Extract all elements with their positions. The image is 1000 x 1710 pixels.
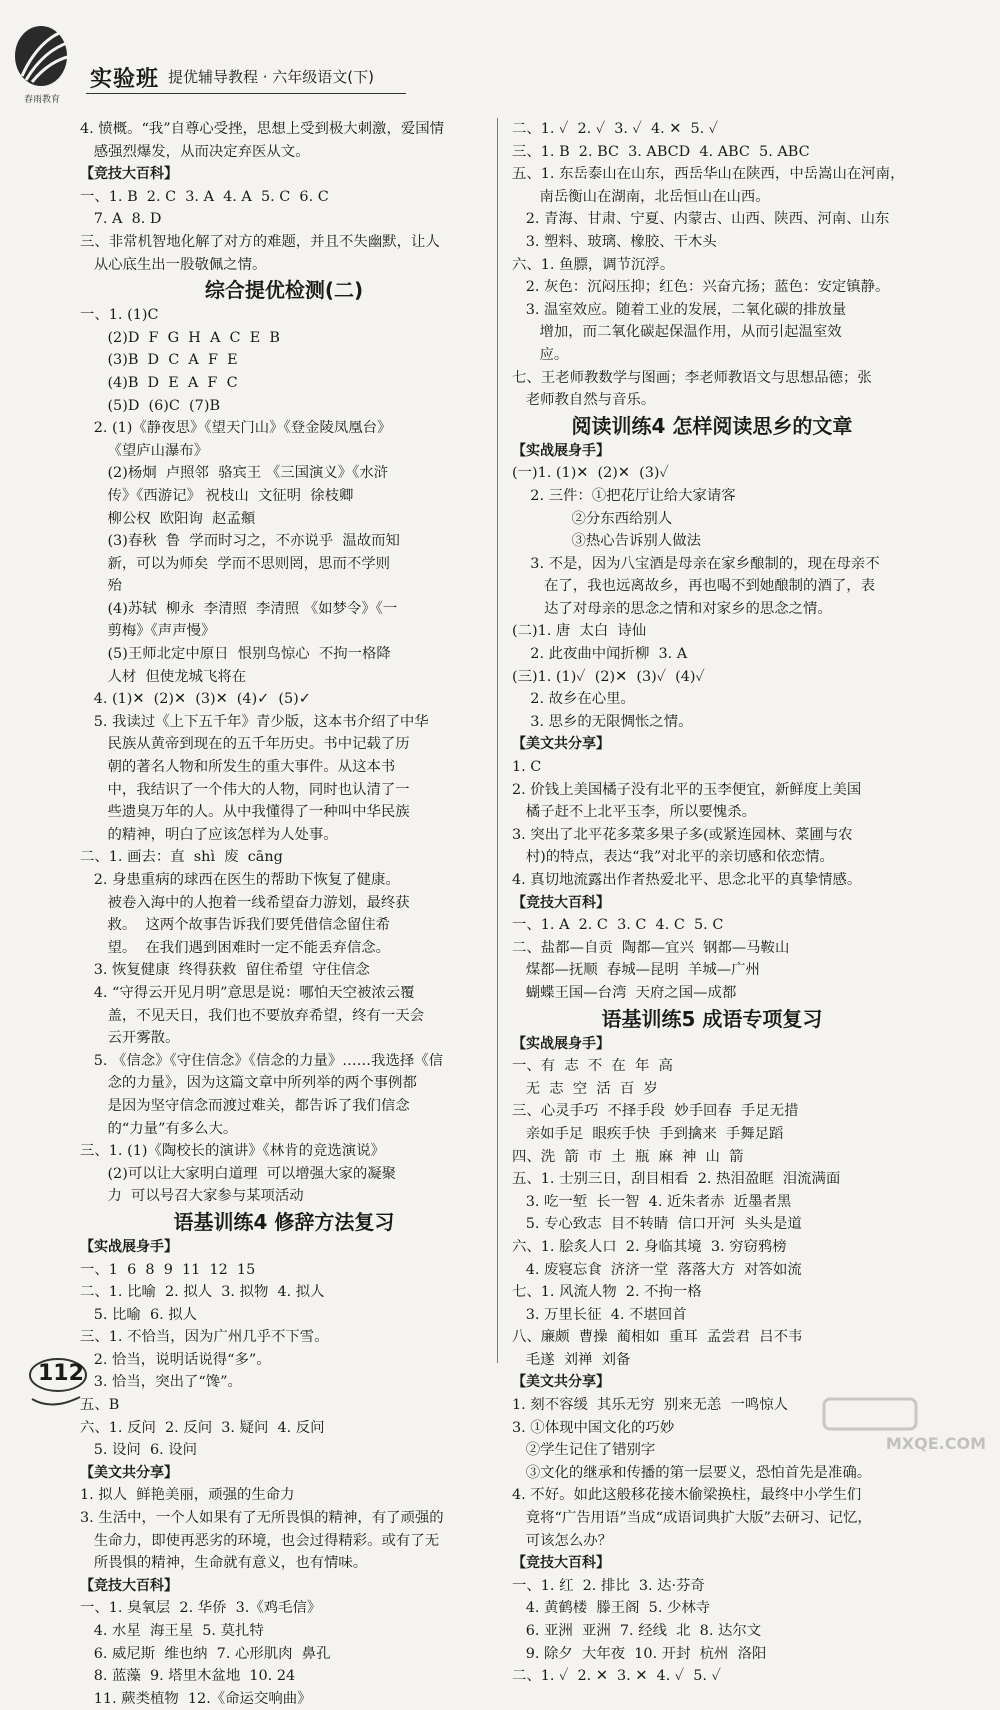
page-number-badge [22, 1355, 92, 1415]
answer-line: (5)王师北定中原日 恨别鸟惊心 不拘一格降 [80, 646, 391, 663]
answer-line: 五、1. 东岳泰山在山东，西岳华山在陕西，中岳嵩山在河南， [512, 166, 905, 183]
answer-line: 2. 故乡在心里。 [512, 691, 635, 708]
answer-line: (3)春秋 鲁 学而时习之，不亦说乎 温故而知 [80, 533, 400, 550]
answer-line: 一、有 志 不 在 年 高 [512, 1058, 673, 1075]
answer-line: 三、1. B 2. BC 3. ABCD 4. ABC 5. ABC [512, 143, 810, 160]
answer-line: 可该怎么办？ [512, 1532, 613, 1549]
answer-line: 橘子赶不上北平玉李，所以要愧杀。 [512, 804, 756, 821]
answer-line: 2. 身患重病的球西在医生的帮助下恢复了健康。 [80, 872, 400, 888]
logo-icon [8, 20, 78, 106]
answer-line: 二、1. 比喻 2. 拟人 3. 拟物 4. 拟人 [80, 1284, 325, 1301]
answer-line: 4. 不好。如此这般移花接木偷梁换柱，最终中小学生们 [512, 1487, 862, 1504]
answer-line: 2. 此夜曲中闻折柳 3. A [512, 646, 688, 663]
logo-caption: 春雨教育 [23, 95, 61, 105]
answer-line: 在了，我也远离故乡，再也喝不到她酿制的酒了，表 [512, 578, 876, 595]
answer-line: ③热心告诉别人做法 [512, 533, 701, 550]
answer-line: 7. A 8. D [80, 211, 162, 228]
answer-line: 的精神，明白了应该怎样为人处事。 [80, 826, 338, 843]
answer-line: 3. 吃一堑 长一智 4. 近朱者赤 近墨者黑 [512, 1193, 792, 1210]
answer-line: 《望庐山瀑布》 [80, 442, 209, 459]
answer-line: 一、1. (1)C [80, 307, 159, 324]
answer-line: 中，我结识了一个伟大的人物，同时也认清了一 [80, 781, 410, 798]
section-subheading: 【竞技大百科】 [512, 1555, 610, 1572]
answer-line: 毛遂 刘禅 刘备 [512, 1351, 631, 1368]
answer-line: 七、王老师教数学与图画；李老师教语文与思想品德；张 [512, 369, 872, 386]
answer-line: 柳公权 欧阳询 赵孟頫 [80, 510, 256, 527]
answer-line: 3. 突出了北平花多菜多果子多(或紧连园林、菜圃与农 [512, 826, 853, 843]
answer-line: 的“力量”有多么大。 [80, 1120, 238, 1137]
answer-line: ③文化的继承和传播的第一层要义，恐怕首先是准确。 [512, 1464, 872, 1481]
book-subtitle: 提优辅导教程 · 六年级语文(下) [168, 68, 375, 86]
answer-line: 三、心灵手巧 不择手段 妙手回春 手足无措 [512, 1103, 799, 1120]
answer-line: 2. 价钱上美国橘子没有北平的玉李便宜，新鲜度上美国 [512, 781, 862, 798]
answer-line: (4)B D E A F C [80, 374, 238, 391]
answer-line: 二、1. ✓ 2. ✓ 3. ✓ 4. ✕ 5. ✓ [512, 121, 719, 137]
answer-line: 二、1. 画去：直 shì 废 cāng [80, 849, 283, 866]
answer-line: 增加，而二氧化碳起保温作用，从而引起温室效 [512, 324, 842, 341]
answer-line: 云开雾散。 [80, 1030, 180, 1047]
answer-line: 望。 在我们遇到困难时一定不能丢弃信念。 [80, 939, 391, 956]
answer-line: 六、1. 反问 2. 反问 3. 疑问 4. 反问 [80, 1419, 325, 1436]
answer-line: (2)可以让大家明白道理 可以增强大家的凝聚 [80, 1165, 397, 1182]
answer-line: 感强烈爆发，从而决定弃医从文。 [80, 143, 310, 160]
answer-line: 剪梅》《声声慢》 [80, 623, 216, 640]
answer-line: 达了对母亲的思念之情和对家乡的思念之情。 [512, 600, 832, 617]
answer-line: 南岳衡山在湖南，北岳恒山在山西。 [512, 188, 770, 205]
column-divider [497, 118, 498, 1363]
answer-line: 盖，不见天日，我们也不要放弃希望，终有一天会 [80, 1007, 425, 1024]
answer-line: 些遗臭万年的人。从中我懂得了一种叫中华民族 [80, 804, 410, 821]
answer-line: 5. 专心致志 目不转睛 信口开河 头头是道 [512, 1216, 802, 1233]
answer-line: 一、1. 臭氧层 2. 华侨 3.《鸡毛信》 [80, 1600, 322, 1617]
answer-line: (2)杨炯 卢照邻 骆宾王 《三国演义》《水浒 [80, 465, 389, 482]
answer-line: (2)D F G H A C E B [80, 329, 280, 346]
answer-line: 4. “守得云开见月明”意思是说：哪怕天空被浓云覆 [80, 984, 415, 1001]
answer-line: (三)1. (1)✓ (2)✕ (3)✓ (4)✓ [512, 668, 705, 685]
section-subheading: 【实战展身手】 [80, 1238, 178, 1255]
answer-line: 三、1. (1)《陶校长的演讲》《林肯的竞选演说》 [80, 1143, 385, 1160]
answer-line: 5. 《信念》《守住信念》《信念的力量》……我选择《信 [80, 1052, 444, 1069]
watermark-logo-icon [820, 1395, 920, 1435]
answer-line: 3. 不是，因为八宝酒是母亲在家乡酿制的，现在母亲不 [512, 555, 880, 572]
watermark-text: MXQE.COM [885, 1434, 986, 1453]
answer-line: 生命力，即使再恶劣的环境，也会过得精彩。或有了无 [80, 1532, 440, 1549]
answer-line: 民族从黄帝到现在的五千年历史。书中记载了历 [80, 736, 410, 753]
section-title: 语基训练5 成语专项复习 [601, 1006, 823, 1031]
answer-line: 八、廉颇 曹操 蔺相如 重耳 孟尝君 吕不韦 [512, 1329, 803, 1346]
section-subheading: 【竞技大百科】 [80, 166, 178, 183]
answer-line: 3. 塑料、玻璃、橡胶、干木头 [512, 233, 717, 250]
answer-line: 救。 这两个故事告诉我们要凭借信念留住希 [80, 917, 391, 934]
answer-line: 4. (1)✕ (2)✕ (3)✕ (4)✓ (5)✓ [80, 691, 311, 708]
answer-line: 3. ①体现中国文化的巧妙 [512, 1419, 675, 1436]
answer-line: 竟将“广告用语”当成“成语词典扩大版”去研习、记忆， [512, 1510, 872, 1527]
answer-line: 力 可以号召大家参与某项活动 [80, 1188, 304, 1205]
answer-line: 1. 刻不容缓 其乐无穷 别来无恙 一鸣惊人 [512, 1397, 789, 1414]
answer-line: (二)1. 唐 太白 诗仙 [512, 623, 647, 640]
answer-line: 蝴蝶王国—台湾 天府之国—成都 [512, 984, 737, 1001]
header-divider [86, 93, 406, 94]
answer-line: 一、1. B 2. C 3. A 4. A 5. C 6. C [80, 188, 329, 205]
answer-line: 一、1 6 8 9 11 12 15 [80, 1261, 256, 1278]
answer-line: ②学生记住了错别字 [512, 1442, 656, 1459]
answer-line: (3)B D C A F E [80, 352, 238, 369]
answer-line: 一、1. 红 2. 排比 3. 达·芬奇 [512, 1577, 705, 1594]
section-subheading: 【美文共分享】 [80, 1464, 178, 1481]
answer-line: 被卷入海中的人抱着一线希望奋力游划，最终获 [80, 894, 410, 911]
answer-line: 二、盐都—自贡 陶都—宜兴 钢都—马鞍山 [512, 939, 790, 956]
answer-line: 人材 但使龙城飞将在 [80, 668, 247, 685]
answer-line: 2. 灰色：沉闷压抑；红色：兴奋亢扬；蓝色：安定镇静。 [512, 279, 890, 296]
answer-line: 3. 恰当，突出了“馋”。 [80, 1374, 242, 1391]
answer-line: 所畏惧的精神，生命就有意义，也有情味。 [80, 1555, 368, 1572]
section-subheading: 【竞技大百科】 [80, 1577, 178, 1594]
answer-line: 2. 三件：①把花厅让给大家请客 [512, 487, 736, 504]
section-subheading: 【美文共分享】 [512, 736, 610, 753]
answer-line: 五、1. 士别三日，刮目相看 2. 热泪盈眶 泪流满面 [512, 1171, 841, 1188]
answer-line: 11. 蕨类植物 12.《命运交响曲》 [80, 1690, 312, 1707]
answer-line: 朝的著名人物和所发生的重大事件。从这本书 [80, 759, 396, 776]
section-subheading: 【竞技大百科】 [512, 894, 610, 911]
answer-line: 二、1. ✓ 2. ✕ 3. ✕ 4. ✓ 5. ✓ [512, 1668, 721, 1685]
answer-line: 六、1. 鱼膘，调节沉浮。 [512, 256, 675, 273]
answer-line: 5. 我读过《上下五千年》青少版，这本书介绍了中华 [80, 713, 429, 730]
answer-line: 五、B [80, 1397, 120, 1414]
answer-line: 6. 威尼斯 维也纳 7. 心形肌肉 鼻孔 [80, 1645, 331, 1662]
answer-line: 应。 [512, 346, 569, 363]
answer-line: 6. 亚洲 亚洲 7. 经线 北 8. 达尔文 [512, 1623, 762, 1639]
answer-line: 四、洗 箭 市 土 瓶 麻 神 山 箭 [512, 1148, 744, 1165]
answer-line: 3. 万里长征 4. 不堪回首 [512, 1306, 687, 1323]
answer-line: 殆 [80, 578, 122, 595]
left-answer-column [80, 118, 488, 1710]
answer-line: 1. 拟人 鲜艳美丽，顽强的生命力 [80, 1487, 295, 1504]
answer-line: 8. 蓝藻 9. 塔里木盆地 10. 24 [80, 1668, 296, 1685]
answer-line: 4. 水星 海王星 5. 莫扎特 [80, 1623, 264, 1639]
answer-line: (4)苏轼 柳永 李清照 李清照 《如梦令》《一 [80, 600, 398, 617]
section-subheading: 【美文共分享】 [512, 1374, 610, 1391]
answer-line: 4. 愤概。“我”自尊心受挫，思想上受到极大刺激，爱国情 [80, 121, 445, 137]
page-header [0, 0, 1000, 115]
answer-line: 三、1. 不恰当，因为广州几乎不下雪。 [80, 1329, 329, 1346]
answer-line: 2. (1)《静夜思》《望天门山》《登金陵凤凰台》 [80, 420, 392, 437]
section-title: 综合提优检测(二) [204, 278, 364, 303]
answer-line: 无 志 空 活 百 岁 [512, 1080, 658, 1097]
watermark [820, 1395, 990, 1455]
section-subheading: 【实战展身手】 [512, 442, 610, 459]
answer-line: 念的力量》，因为这篇文章中所列举的两个事例都 [80, 1075, 417, 1092]
answer-line: (一)1. (1)✕ (2)✕ (3)✓ [512, 465, 669, 482]
answer-line: ②分东西给别人 [512, 510, 673, 527]
section-subheading: 【实战展身手】 [512, 1035, 610, 1052]
answer-line: 5. 比喻 6. 拟人 [80, 1306, 198, 1323]
section-title: 语基训练4 修辞方法复习 [173, 1209, 395, 1234]
answer-line: 3. 思乡的无限惆怅之情。 [512, 713, 693, 730]
answer-line: 4. 废寝忘食 济济一堂 落落大方 对答如流 [512, 1261, 802, 1278]
answer-line: 六、1. 脍炙人口 2. 身临其境 3. 穷窃鸦榜 [512, 1238, 787, 1255]
answer-line: 5. 设问 6. 设问 [80, 1442, 198, 1459]
answer-line: 一、1. A 2. C 3. C 4. C 5. C [512, 917, 724, 934]
answer-line: 从心底生出一股敬佩之情。 [80, 256, 267, 273]
answer-line: 三、非常机智地化解了对方的难题，并且不失幽默，让人 [80, 233, 440, 250]
answer-line: 9. 除夕 大年夜 10. 开封 杭州 洛阳 [512, 1645, 767, 1662]
answer-line: 七、1. 风流人物 2. 不拘一格 [512, 1284, 702, 1301]
answer-line: 传》《西游记》 祝枝山 文征明 徐枝卿 [80, 487, 354, 504]
answer-line: 3. 恢复健康 终得获救 留住希望 守住信念 [80, 962, 370, 979]
answer-line: 是因为坚守信念而渡过难关，都告诉了我们信念 [80, 1097, 410, 1114]
answer-line: 3. 温室效应。随着工业的发展，二氧化碳的排放量 [512, 301, 847, 318]
book-series-title: 实验班 [90, 67, 160, 92]
answer-line: 4. 黄鹤楼 滕王阁 5. 少林寺 [512, 1600, 711, 1617]
answer-line: 1. C [512, 759, 542, 776]
answer-line: 新，可以为师矣 学而不思则罔，思而不学则 [80, 555, 391, 572]
answer-line: 村)的特点，表达“我”对北平的亲切感和依恋情。 [512, 849, 834, 866]
answer-line: 亲如手足 眼疾手快 手到擒来 手舞足蹈 [512, 1125, 784, 1142]
answer-line: 煤都—抚顺 春城—昆明 羊城—广州 [512, 962, 760, 979]
answer-line: 2. 青海、甘肃、宁夏、内蒙古、山西、陕西、河南、山东 [512, 211, 890, 228]
answer-line: 3. 生活中，一个人如果有了无所畏惧的精神，有了顽强的 [80, 1510, 444, 1527]
section-title: 阅读训练4 怎样阅读思乡的文章 [571, 413, 853, 438]
answer-line: 4. 真切地流露出作者热爱北平、思念北平的真挚情感。 [512, 872, 862, 888]
page-number: 112 [38, 1361, 84, 1386]
answer-line: 2. 恰当，说明话说得“多”。 [80, 1351, 271, 1368]
answer-line: 老师教自然与音乐。 [512, 392, 656, 409]
answer-line: (5)D (6)C (7)B [80, 397, 221, 414]
